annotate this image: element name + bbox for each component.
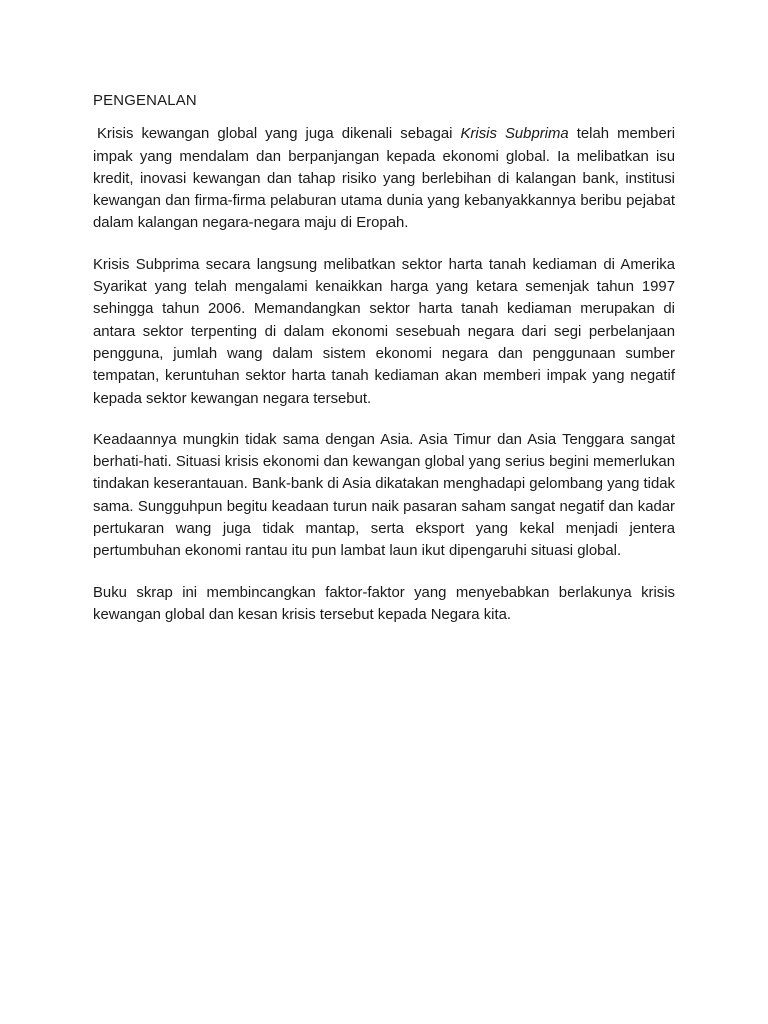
document-body: [93, 90, 675, 645]
paragraph-1-text-end: telah memberi impak yang mendalam dan berpanjangan kepada ekonomi global. Ia melibatkan isu kredit, inovasi kewangan dan tahap risiko yang berlebihan di kalangan bank, institusi kewangan dan firma-firma pelaburan utama dunia yang kebanyakkannya beribu pejabat dalam kalangan negara-negara maju di Eropah.: [93, 126, 676, 232]
paragraph-1-italic-term: Krisis Subprima: [460, 126, 569, 143]
paragraph-2: Krisis Subprima secara langsung melibatkan sektor harta tanah kediaman di Amerika Syarikat yang telah mengalami kenaikkan harga yang ketara semenjak tahun 1997 sehingga tahun 2006. Memandangkan sektor harta tanah kediaman merupakan di antara sektor terpenting di dalam ekonomi sesebuah negara dari segi perbelanjaan pengguna, jumlah wang dalam sistem ekonomi negara dan penggunaan sumber tempatan, keruntuhan sektor harta tanah kediaman akan memberi impak yang negatif kepada sektor kewangan negara tersebut.: [93, 256, 675, 407]
section-heading: PENGENALAN: [93, 93, 197, 109]
paragraph-1: [93, 123, 675, 234]
paragraph-3: Keadaannya mungkin tidak sama dengan Asia. Asia Timur dan Asia Tenggara sangat berhati-hati. Situasi krisis ekonomi dan kewangan global yang serius begini memerlukan tindakan keserantauan. Bank-bank di Asia dikatakan menghadapi gelombang yang tidak sama. Sungguhpun begitu keadaan turun naik pasaran saham sangat negatif dan kadar pertukaran wang juga tidak mantap, serta eksport yang kekal menjadi jentera pertumbuhan ekonomi rantau itu pun lambat laun ikut dipengaruhi situasi global.: [93, 431, 675, 560]
paragraph-4: Buku skrap ini membincangkan faktor-faktor yang menyebabkan berlakunya krisis kewangan global dan kesan krisis tersebut kepada Negara kita.: [93, 584, 675, 623]
paragraph-1-text-start: Krisis kewangan global yang juga dikenali sebagai: [97, 126, 461, 143]
